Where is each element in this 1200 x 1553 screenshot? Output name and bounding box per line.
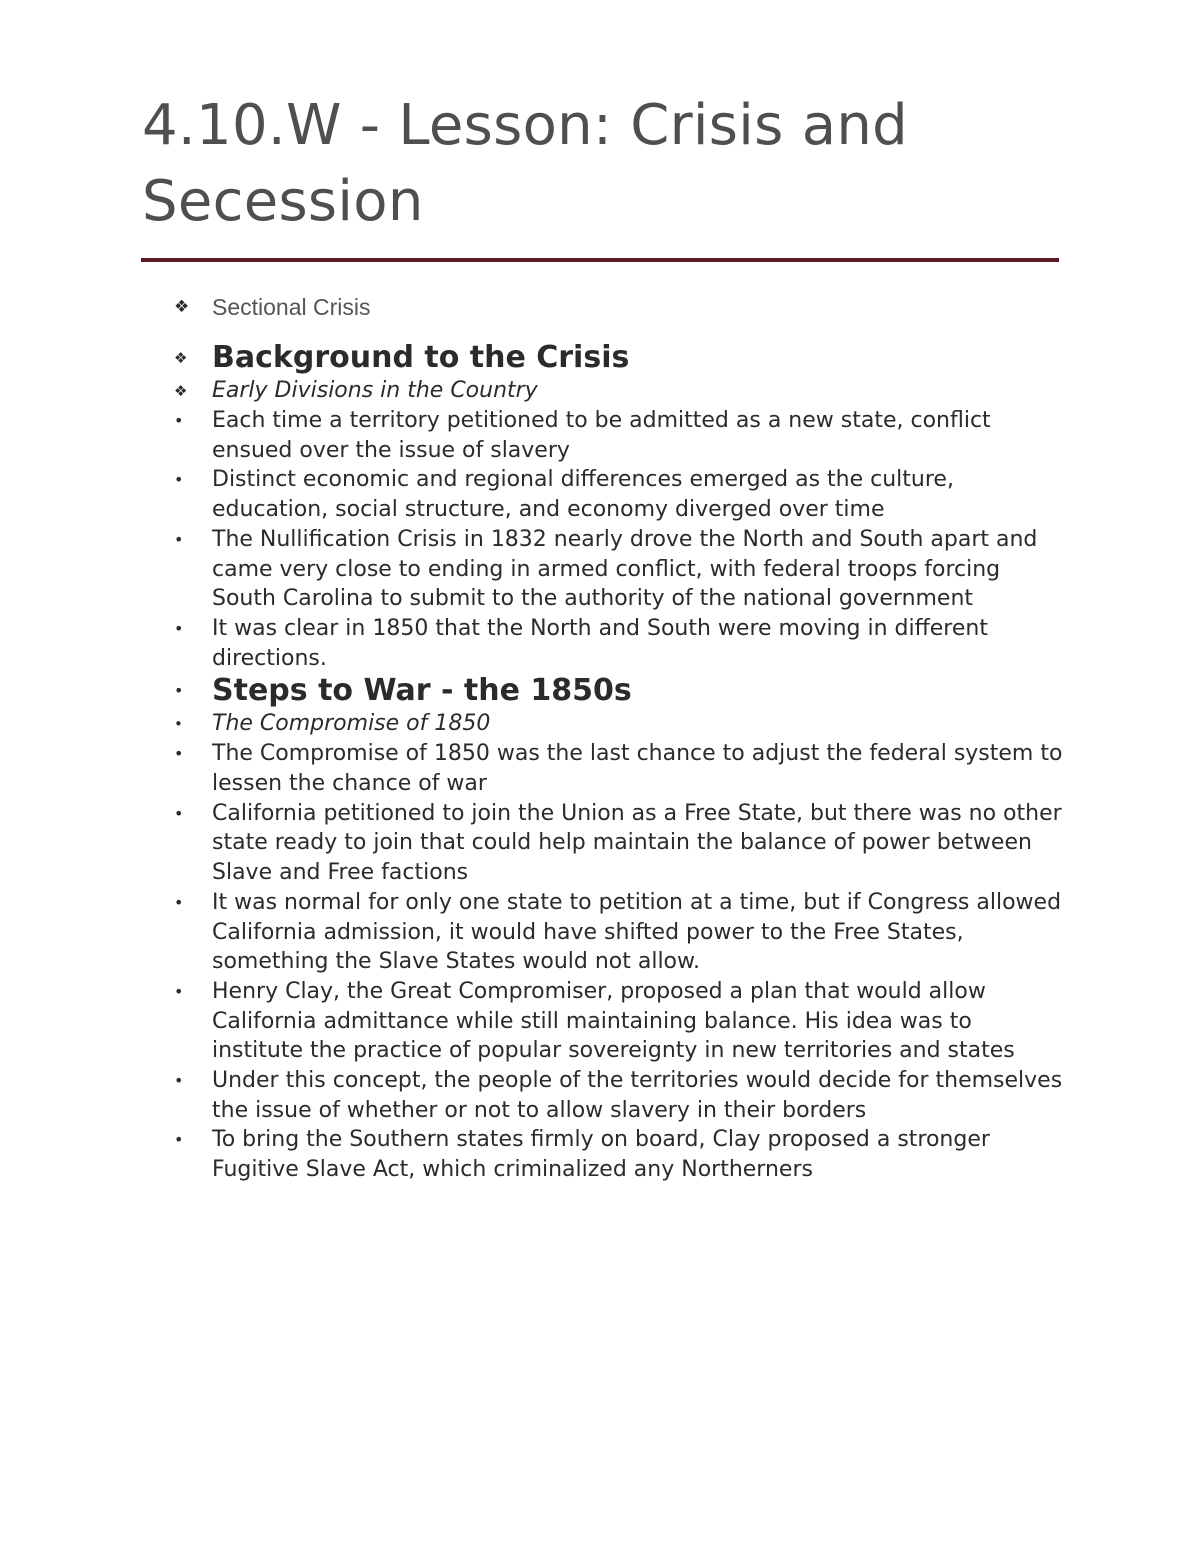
list-item [166,1066,1066,1125]
list-item-text: The Compromise of 1850 was the last chance to adjust the federal system to lessen the chance of war [212,741,1063,797]
bullet-icon: • [174,681,184,701]
heading-background: Background to the Crisis [212,340,630,375]
section-label: Sectional Crisis [212,294,371,320]
list-item [166,739,1066,798]
subheading-early-divisions: Early Divisions in the Country [212,378,538,403]
subheading-compromise-row [166,709,1066,739]
section-label-row [166,290,1066,324]
title-divider [141,258,1059,262]
diamond-bullet-icon: ❖ [174,297,190,317]
subheading-early-divisions-row [166,376,1066,406]
bullet-icon: • [174,470,184,490]
subheading-compromise: The Compromise of 1850 [212,711,491,737]
diamond-bullet-icon: ❖ [174,382,188,400]
heading-steps-to-war: Steps to War - the 1850s [212,673,632,709]
bullet-icon: • [174,892,184,912]
list-item [166,1125,1066,1184]
list-item-text: To bring the Southern states firmly on board, Clay proposed a stronger Fugitive Slave Act, which criminalized any Northerners [212,1127,990,1183]
bullet-icon: • [174,618,184,638]
list-item-text: Henry Clay, the Great Compromiser, proposed a plan that would allow California admittance while still maintaining balance. His idea was to institute the practice of popular sovereignty in new territories and states [212,978,1015,1064]
list-item-text: It was clear in 1850 that the North and South were moving in different directions. [212,615,988,671]
document-title: 4.10.W - Lesson: Crisis and Secession [142,93,908,234]
bullet-icon: • [174,1071,184,1091]
list-item-text: The Nullification Crisis in 1832 nearly drove the North and South apart and came very close to ending in armed conflict, with federal troops forcing South Carolina to submit to the authority of the national government [212,526,1038,612]
list-item-text: California petitioned to join the Union as a Free State, but there was no other state ready to join that could help maintain the balance of power between Slave and Free factions [212,800,1062,886]
list-item-text: Distinct economic and regional differences emerged as the culture, education, social structure, and economy diverged over time [212,467,954,523]
list-item [166,465,1066,524]
document-body [166,290,1066,1185]
list-item-text: It was normal for only one state to petition at a time, but if Congress allowed California admission, it would have shifted power to the Free States, something the Slave States would not allow. [212,889,1062,975]
bullet-icon: • [174,981,184,1001]
bullet-icon: • [174,744,184,764]
list-item [166,888,1066,977]
bullet-icon: • [174,529,184,549]
heading-steps-to-war-row [166,673,1066,709]
list-item [166,614,1066,673]
bullet-icon: • [174,411,184,430]
list-item [166,525,1066,614]
list-item-text: Each time a territory petitioned to be admitted as a new state, conflict ensued over the issue of slavery [212,408,991,463]
list-item [166,799,1066,888]
list-item-text: Under this concept, the people of the territories would decide for themselves the issue of whether or not to allow slavery in their borders [212,1068,1063,1123]
diamond-bullet-icon: ❖ [174,349,188,367]
list-item [166,977,1066,1066]
bullet-icon: • [174,1130,184,1150]
bullet-icon: • [174,715,183,734]
bullet-icon: • [174,803,184,823]
heading-background-row [166,340,1066,376]
list-item [166,406,1066,465]
